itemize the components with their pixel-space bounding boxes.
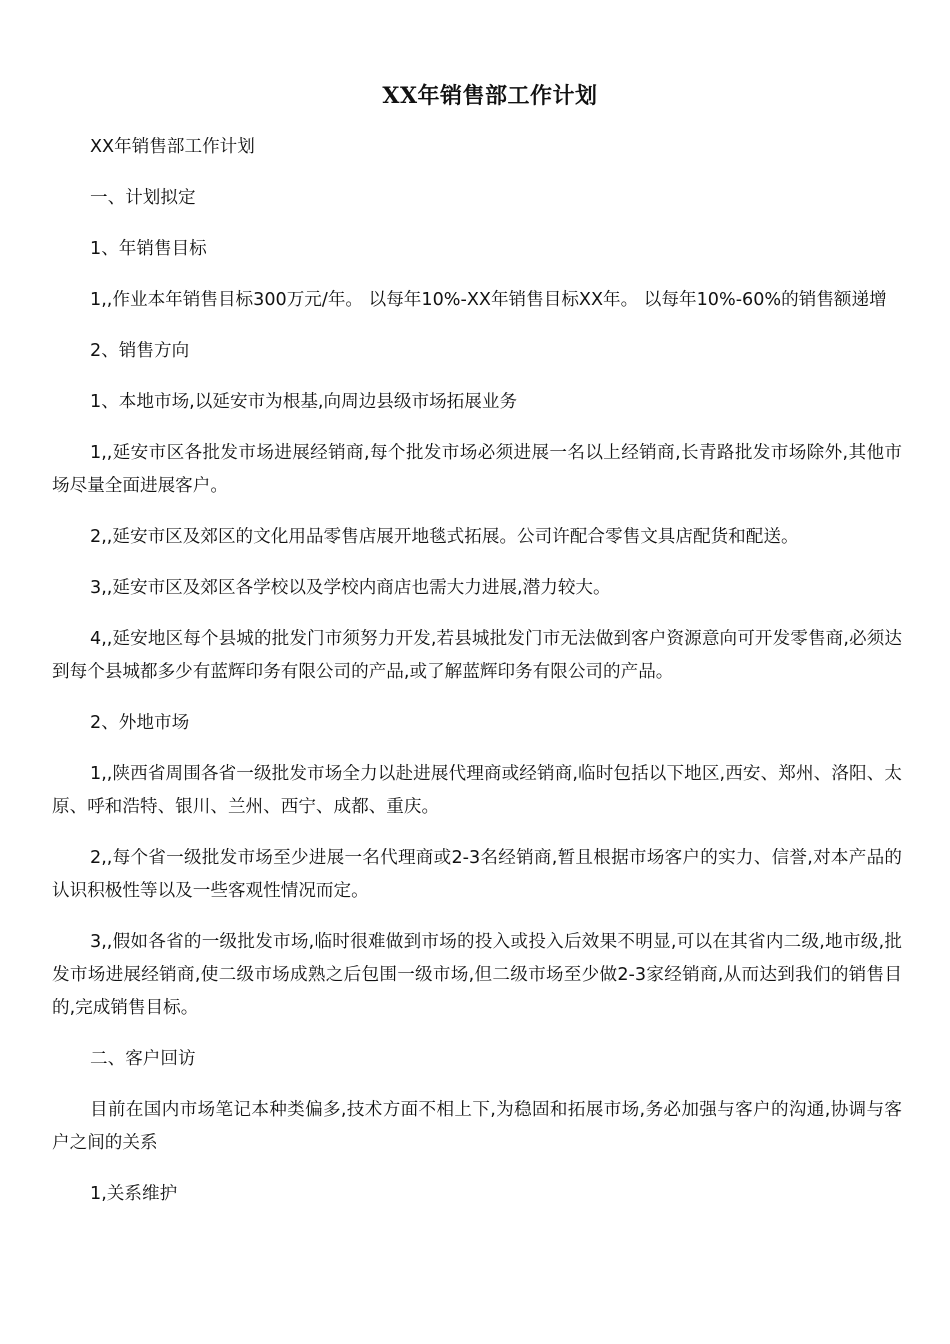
paragraph-local-item-2: 2,,延安市区及郊区的文化用品零售店展开地毯式拓展。公司许配合零售文具店配货和配送。: [90, 527, 799, 547]
paragraph-local-item-1: 1,,延安市区各批发市场进展经销商,每个批发市场必须进展一名以上经销商,长青路批发市场除外,其他市场尽量全面进展客户。: [52, 443, 902, 496]
subheading-relationship: 1,关系维护: [90, 1184, 178, 1204]
paragraph-outside-item-2: 2,,每个省一级批发市场至少进展一名代理商或2-3名经销商,暂且根据市场客户的实力、信誉,对本产品的认识积极性等以及一些客观性情况而定。: [52, 848, 902, 901]
paragraph-target-detail: 1,,作业本年销售目标300万元/年。 以每年10%-XX年销售目标XX年。 以每年10%-60%的销售额递增: [90, 290, 887, 310]
paragraph-outside-item-1: 1,,陕西省周围各省一级批发市场全力以赴进展代理商或经销商,临时包括以下地区,西安、郑州、洛阳、太原、呼和浩特、银川、兰州、西宁、成都、重庆。: [52, 764, 902, 817]
subheading-outside-market: 2、外地市场: [90, 713, 190, 733]
document-title: XX年销售部工作计划: [382, 83, 598, 109]
paragraph-subtitle: XX年销售部工作计划: [90, 137, 255, 157]
subheading-annual-target: 1、年销售目标: [90, 239, 207, 259]
paragraph-outside-item-3: 3,,假如各省的一级批发市场,临时很难做到市场的投入或投入后效果不明显,可以在其省内二级,地市级,批发市场进展经销商,使二级市场成熟之后包围一级市场,但二级市场至少做2-3家经销商,从而达到我们的销售目的,完成销售目标。: [52, 932, 902, 1018]
section-heading-plan: 一、计划拟定: [90, 188, 196, 208]
document-body: [52, 131, 902, 1229]
subheading-local-market: 1、本地市场,以延安市为根基,向周边县级市场拓展业务: [90, 392, 518, 412]
section-heading-client-visit: 二、客户回访: [90, 1049, 196, 1069]
paragraph-local-item-4: 4,,延安地区每个县城的批发门市须努力开发,若县城批发门市无法做到客户资源意向可开发零售商,必须达到每个县城都多少有蓝辉印务有限公司的产品,或了解蓝辉印务有限公司的产品。: [52, 629, 902, 682]
subheading-sales-direction: 2、销售方向: [90, 341, 190, 361]
paragraph-client-visit: 目前在国内市场笔记本种类偏多,技术方面不相上下,为稳固和拓展市场,务必加强与客户的沟通,协调与客户之间的关系: [52, 1100, 902, 1153]
paragraph-local-item-3: 3,,延安市区及郊区各学校以及学校内商店也需大力进展,潜力较大。: [90, 578, 611, 598]
